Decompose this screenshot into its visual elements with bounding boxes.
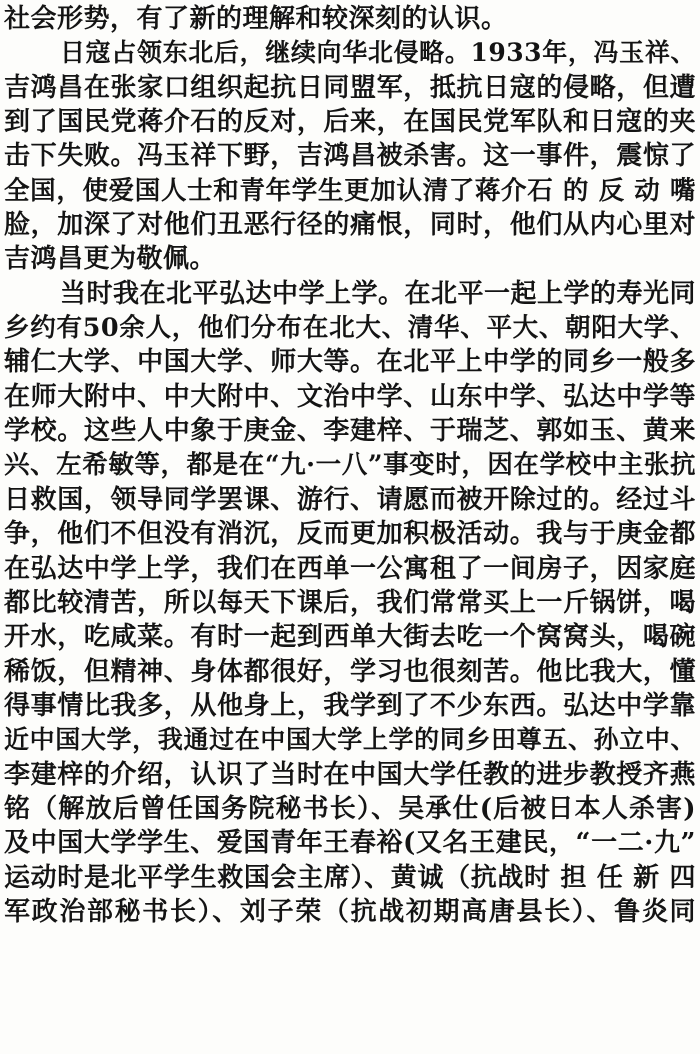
text-line: 吉鸿昌更为敬佩。 xyxy=(4,244,217,275)
text-line: 学校。这些人中象于庚金、李建梓、于瑞芝、郭如玉、黄来 xyxy=(4,416,696,447)
text-line: 击下失败。冯玉祥下野，吉鸿昌被杀害。这一事件，震惊了 xyxy=(4,141,696,172)
text-line: 兴、左希敏等，都是在“九·一八”事变时，因在学校中主张抗 xyxy=(4,450,696,481)
text-line: 社会形势，有了新的理解和较深刻的认识。 xyxy=(4,4,508,34)
text-line: 日救国，领导同学罢课、游行、请愿而被开除过的。经过斗 xyxy=(4,484,696,515)
text-line: 得事情比我多，从他身上，我学到了不少东西。弘达中学靠 xyxy=(4,690,696,721)
text-line: 吉鸿昌在张家口组织起抗日同盟军，抵抗日寇的侵略，但遭 xyxy=(4,72,696,103)
text-line: 近中国大学，我通过在中国大学上学的同乡田尊五、孙立中、 xyxy=(4,725,696,755)
text-line: 运动时是北平学生救国会主席）、黄诚（抗战时 担 任 新 四 xyxy=(4,862,696,893)
text-line: 在师大附中、中大附中、文治中学、山东中学、弘达中学等 xyxy=(4,381,696,412)
text-line: 铭（解放后曾任国务院秘书长）、吴承仕(后被日本人杀害) xyxy=(4,793,696,824)
text-line: 都比较清苦，所以每天下课后，我们常常买上一斤锅饼，喝 xyxy=(4,587,696,618)
text-line: 全国，使爱国人士和青年学生更加认清了蒋介石 的 反 动 嘴 xyxy=(4,175,696,206)
body-text xyxy=(4,2,696,929)
text-line: 及中国大学学生、爱国青年王春裕(又名王建民，“一二·九” xyxy=(4,828,696,859)
text-line: 军政治部秘书长）、刘子荣（抗战初期高唐县长）、鲁炎同 xyxy=(4,896,696,927)
text-line: 争，他们不但没有消沉，反而更加积极活动。我与于庚金都 xyxy=(4,519,696,550)
text-line: 乡约有50余人，他们分布在北大、清华、平大、朝阳大学、 xyxy=(4,313,696,344)
text-line: 开水，吃咸菜。有时一起到西单大街去吃一个窝窝头，喝碗 xyxy=(4,622,696,653)
text-line: 日寇占领东北后，继续向华北侵略。1933年，冯玉祥、 xyxy=(60,38,696,68)
text-line: 当时我在北平弘达中学上学。在北平一起上学的寿光同 xyxy=(60,278,696,309)
text-line: 辅仁大学、中国大学、师大等。在北平上中学的同乡一般多 xyxy=(4,347,696,378)
text-line: 脸，加深了对他们丑恶行径的痛恨，同时，他们从内心里对 xyxy=(4,210,696,241)
text-line: 李建梓的介绍，认识了当时在中国大学任教的进步教授齐燕 xyxy=(4,759,696,790)
text-line: 到了国民党蒋介石的反对，后来，在国民党军队和日寇的夹 xyxy=(4,107,696,138)
text-line: 稀饭，但精神、身体都很好，学习也很刻苦。他比我大，懂 xyxy=(4,656,696,687)
text-line: 在弘达中学上学，我们在西单一公寓租了一间房子，因家庭 xyxy=(4,553,696,584)
